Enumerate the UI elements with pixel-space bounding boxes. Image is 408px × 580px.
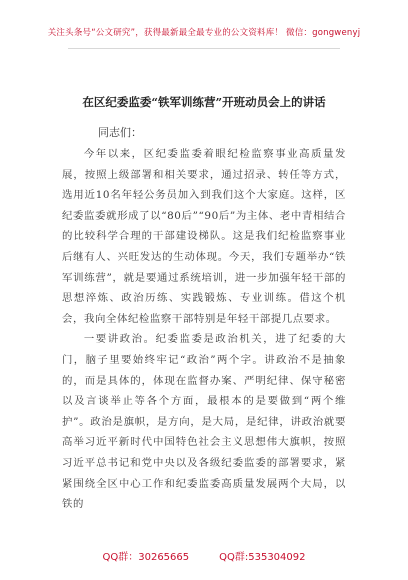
footer-qq-group-1: QQ群：30265665 — [102, 552, 190, 563]
header-promo-note: 关注头条号“公文研究”，获得最新最全最专业的公文资料库！ 微信：gongwenyj — [47, 28, 361, 38]
paragraph: 一要讲政治。纪委监委是政治机关，进了纪委的大门，脑子里要始终牢记“政治”两个字。讲政治不是抽象的，而是具体的，体现在监督办案、严明纪律、保守秘密以及言谈举止等各个方面，最根本的是要做到“两个维护”。政治是旗帜，是方向，是大局，是纪律，讲政治就要高举习近平新时代中国特色社会主义思想伟大旗帜，按照习近平总书记和党中央以及各级纪委监委的部署要求，紧紧围绕全区中心工作和纪委监委高质量发展两个大局，以铁的 — [62, 333, 346, 511]
paragraph: 今年以来，区纪委监委着眼纪检监察事业高质量发展，按照上级部署和相关要求，通过招录、转任等方式，选用近10名年轻公务员加入到我们这个大家庭。这样，区纪委监委就形成了以“80后”“90后”为主体、老中青相结合的比较科学合理的干部建设梯队。这是我们纪检监察事业后继有人、兴旺发达的生动体现。今天，我们专题举办“铁军训练营”，就是要通过系统培训，进一步加强年轻干部的思想淬炼、政治历练、实践锻炼、专业训练。借这个机会，我向全体纪检监察干部特别是年轻干部提几点要求。 — [62, 148, 346, 325]
footer — [0, 548, 408, 563]
document-title: 在区纪委监委“铁军训练营”开班动员会上的讲话 — [82, 95, 326, 109]
header-divider — [68, 48, 340, 49]
document-body — [62, 144, 346, 515]
salutation: 同志们： — [98, 126, 142, 139]
footer-qq-group-2: QQ群:535304092 — [219, 552, 306, 563]
